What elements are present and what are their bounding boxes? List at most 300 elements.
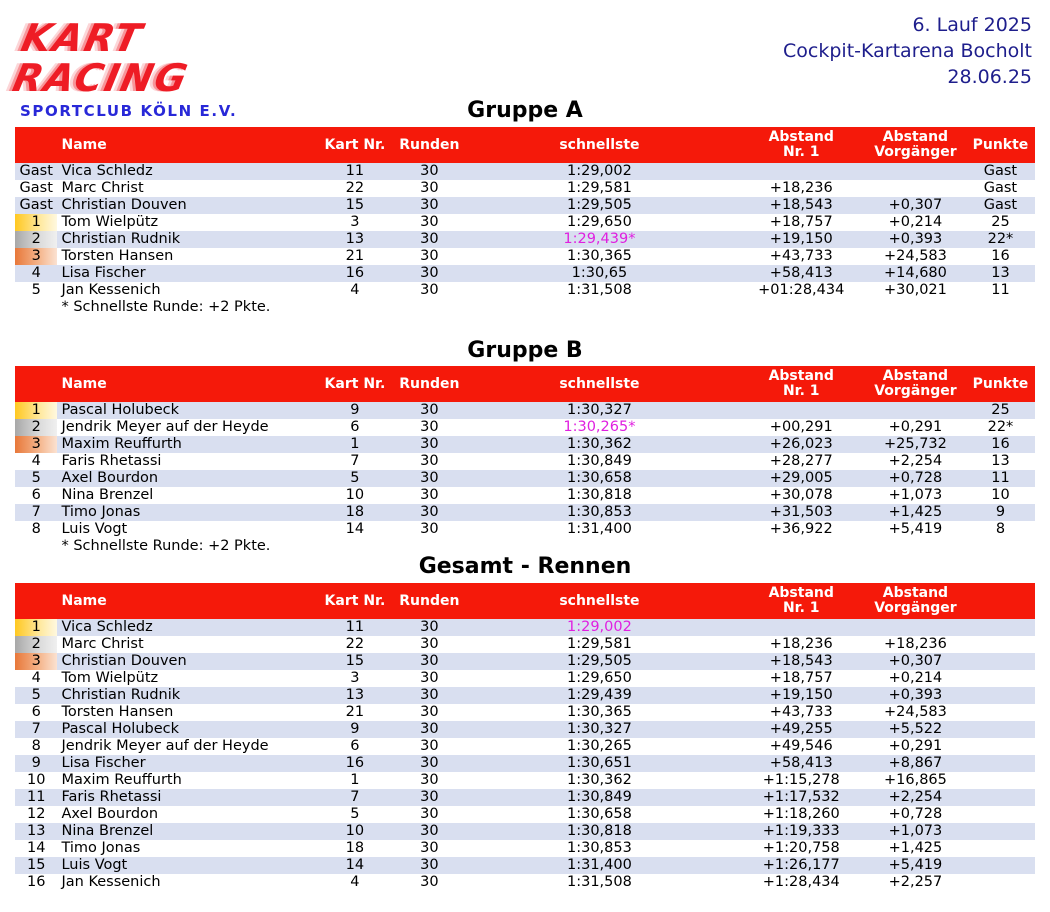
overall-title: Gesamt - Rennen [418,554,632,579]
header-gap-previous [865,127,966,163]
empty-cell [966,721,1035,738]
kart-number: 13 [312,231,397,248]
logo-kart-racing: KART RACING [9,16,193,100]
table-row [15,419,1035,436]
fastest-lap-time: 1:31,400 [566,521,632,537]
points: 22* [966,231,1035,248]
fastest-lap-time: 1:30,362 [566,772,632,788]
table-row [15,282,1035,299]
laps: 30 [420,214,439,230]
fastest-lap-time: 1:29,439* [461,231,737,248]
fastest-lap-time: 1:31,400 [461,857,737,874]
gap-to-previous: +16,865 [883,772,947,788]
position-cell: 6 [31,704,41,720]
gap-to-previous: +5,419 [888,521,943,537]
points: 10 [991,487,1010,503]
table-row [15,214,1035,231]
position-cell: Gast [15,197,57,214]
header-gap-leader-l1: Abstand [768,585,834,601]
header-name: Name [57,366,312,402]
group-b-title: Gruppe B [467,338,583,363]
header-row [15,366,1035,402]
gap-to-leader: +31,503 [738,504,865,521]
driver-name: Axel Bourdon [61,806,159,822]
laps: 30 [420,636,439,652]
gap-to-previous: +18,236 [883,636,947,652]
kart-number: 21 [345,704,365,720]
position-cell: 1 [15,402,57,419]
laps: 30 [420,180,439,196]
gap-to-previous [865,402,966,419]
kart-number: 6 [350,738,360,754]
empty-cell [966,772,1035,789]
gap-to-previous: +0,214 [888,670,943,686]
points: 22* [987,419,1014,435]
empty-cell [966,840,1035,857]
laps: 30 [397,197,461,214]
header-kart: Kart Nr. [312,583,397,619]
table-row [15,248,1035,265]
gap-to-previous: +14,680 [865,265,966,282]
kart-number: 4 [350,874,360,890]
header-gap-previous-text [874,586,956,616]
fastest-lap-time: 1:30,853 [461,504,737,521]
kart-number: 1 [350,772,360,788]
position-cell: 13 [15,823,57,840]
driver-name: Lisa Fischer [57,755,312,772]
kart-number: 13 [312,687,397,704]
empty-cell [966,619,1035,636]
position-cell: 5 [15,470,57,487]
laps: 30 [420,874,439,890]
empty-cell [966,823,1035,840]
gap-to-previous [865,163,966,180]
header-gap-leader [738,366,865,402]
position-cell: 15 [15,857,57,874]
gap-to-leader: +36,922 [769,521,833,537]
gap-to-previous: +30,021 [883,282,947,298]
fastest-lap-time: 1:29,581 [566,180,632,196]
gap-to-leader: +18,543 [738,197,865,214]
gap-to-previous: +0,291 [888,419,943,435]
header-gap-previous-l2: Vorgänger [874,144,957,160]
gap-to-leader: +49,255 [738,721,865,738]
gap-to-leader: +19,150 [738,231,865,248]
laps: 30 [420,772,439,788]
table-row [15,772,1035,789]
header-gap-leader-text [769,586,834,616]
points: 13 [966,265,1035,282]
empty-cell [966,755,1035,772]
kart-number: 1 [312,436,397,453]
driver-name: Pascal Holubeck [57,721,312,738]
driver-name: Maxim Reuffurth [61,772,182,788]
header-gap-leader-l1: Abstand [768,129,834,145]
fastest-lap-time: 1:30,365 [566,704,632,720]
kart-number: 4 [350,282,360,298]
laps: 30 [420,248,439,264]
group-a-title: Gruppe A [467,98,583,123]
laps: 30 [420,840,439,856]
laps: 30 [397,721,461,738]
points: Gast [966,163,1035,180]
fastest-lap-time: 1:30,265* [563,419,636,435]
points: 16 [991,248,1010,264]
driver-name: Christian Douven [57,653,312,670]
group-b-table [15,366,1035,555]
gap-to-leader: +1:17,532 [738,789,865,806]
event-date: 28.06.25 [947,66,1032,88]
laps: 30 [397,857,461,874]
header-rank [15,583,57,619]
gap-to-previous: +1,425 [888,840,943,856]
kart-number: 9 [312,721,397,738]
driver-name: Maxim Reuffurth [57,436,312,453]
header-gap-leader-l2: Nr. 1 [782,600,820,616]
header-gap-previous-l2: Vorgänger [874,383,957,399]
fastest-lap-time: 1:29,650 [566,670,632,686]
header-gap-leader [738,583,865,619]
laps: 30 [420,487,439,503]
driver-name: Luis Vogt [61,521,128,537]
gap-to-leader: +43,733 [769,704,833,720]
header-name: Name [57,127,312,163]
table-row [15,265,1035,282]
gap-to-leader: +18,236 [769,180,833,196]
kart-number: 9 [312,402,397,419]
empty-cell [966,653,1035,670]
driver-name: Pascal Holubeck [57,402,312,419]
footnote-spacer [15,299,57,316]
gap-to-previous: +1,073 [888,487,943,503]
position-cell: 6 [31,487,41,503]
gap-to-previous: +0,291 [888,738,943,754]
header-gap-previous-l1: Abstand [882,129,949,145]
kart-number: 11 [312,163,397,180]
kart-number: 16 [312,265,397,282]
event-venue: Cockpit-Kartarena Bocholt [783,40,1032,62]
fastest-lap-time: 1:30,362 [461,436,737,453]
position-cell: 3 [15,653,57,670]
laps: 30 [397,436,461,453]
gap-to-leader: +58,413 [738,265,865,282]
empty-cell [966,738,1035,755]
header-gap-leader-text [769,369,834,399]
gap-to-previous: +1,425 [865,504,966,521]
header-fastest-lap: schnellste [461,366,737,402]
gap-to-leader: +18,543 [738,653,865,670]
position-cell: Gast [19,180,53,196]
points: 11 [966,470,1035,487]
gap-to-leader: +30,078 [769,487,833,503]
gap-to-leader: +28,277 [769,453,833,469]
header-runden: Runden [397,366,461,402]
position-cell: 1 [15,619,57,636]
footnote-row [15,538,1035,555]
table-row [15,487,1035,504]
kart-number: 14 [345,521,365,537]
gap-to-leader: +49,546 [769,738,833,754]
position-cell: 5 [31,282,41,298]
empty-cell [966,806,1035,823]
header-kart: Kart Nr. [312,127,397,163]
kart-number: 16 [312,755,397,772]
laps: 30 [397,163,461,180]
kart-number: 3 [350,670,360,686]
gap-to-leader: +1:28,434 [762,874,840,890]
gap-to-leader: +1:18,260 [762,806,840,822]
fastest-lap-time: 1:29,650 [566,214,632,230]
driver-name: Tom Wielpütz [61,214,159,230]
position-cell: 4 [31,453,41,469]
gap-to-leader: +01:28,434 [758,282,845,298]
gap-to-previous: +0,393 [865,687,966,704]
position-cell: 3 [15,248,57,265]
position-cell: Gast [15,163,57,180]
laps: 30 [397,504,461,521]
driver-name: Marc Christ [61,636,144,652]
event-round: 6. Lauf 2025 [912,14,1032,36]
empty-cell [966,789,1035,806]
driver-name: Faris Rhetassi [57,789,312,806]
laps: 30 [397,231,461,248]
position-cell: 11 [15,789,57,806]
laps: 30 [397,755,461,772]
gap-to-leader: +19,150 [738,687,865,704]
laps: 30 [420,521,439,537]
gap-to-leader: +18,757 [769,670,833,686]
header-rank [15,366,57,402]
fastest-lap-time: 1:30,849 [566,453,632,469]
kart-number: 6 [350,419,360,435]
gap-to-previous: +0,728 [865,470,966,487]
gap-to-leader: +26,023 [738,436,865,453]
points: 16 [966,436,1035,453]
empty-cell [966,704,1035,721]
header-fastest-lap: schnellste [461,127,737,163]
kart-number: 15 [312,653,397,670]
position-cell: 9 [15,755,57,772]
kart-number: 7 [312,789,397,806]
laps: 30 [397,823,461,840]
gap-to-previous: +2,257 [888,874,943,890]
header-runden: Runden [397,583,461,619]
table-row [15,619,1035,636]
laps: 30 [420,453,439,469]
position-cell: 8 [31,738,41,754]
driver-name: Tom Wielpütz [61,670,159,686]
table-row [15,163,1035,180]
fastest-lap-time: 1:29,505 [461,653,737,670]
table-row [15,180,1035,197]
table-row [15,231,1035,248]
table-row [15,453,1035,470]
table-row [15,823,1035,840]
fastest-lap-time: 1:30,658 [566,806,632,822]
fastest-lap-time: 1:30,365 [566,248,632,264]
position-cell: 1 [15,214,57,231]
position-cell: 3 [15,436,57,453]
driver-name: Vica Schledz [57,619,312,636]
kart-number: 18 [312,504,397,521]
driver-name: Christian Douven [57,197,312,214]
header-gap-previous-text [874,130,956,160]
gap-to-previous: +24,583 [883,248,947,264]
table-row [15,653,1035,670]
header-row [15,127,1035,163]
driver-name: Luis Vogt [57,857,312,874]
header-empty [966,583,1035,619]
position-cell: 8 [31,521,41,537]
header-gap-leader [738,127,865,163]
group-a-table [15,127,1035,316]
driver-name: Jan Kessenich [61,282,161,298]
driver-name: Nina Brenzel [61,487,154,503]
laps: 30 [397,619,461,636]
fastest-lap-time: 1:30,853 [566,840,632,856]
laps: 30 [397,470,461,487]
gap-to-previous: +25,732 [865,436,966,453]
laps: 30 [420,419,439,435]
laps: 30 [397,789,461,806]
kart-number: 5 [312,470,397,487]
position-cell: 4 [15,265,57,282]
laps: 30 [420,670,439,686]
table-row [15,687,1035,704]
header-kart: Kart Nr. [312,366,397,402]
driver-name: Vica Schledz [57,163,312,180]
kart-number: 18 [345,840,365,856]
kart-number: 11 [312,619,397,636]
header-points: Punkte [966,127,1035,163]
gap-to-previous: +1,073 [865,823,966,840]
gap-to-leader: +18,757 [769,214,833,230]
header-fastest-lap: schnellste [461,583,737,619]
fastest-lap-footnote: * Schnellste Runde: +2 Pkte. [61,299,271,315]
header-gap-leader-l2: Nr. 1 [782,383,820,399]
kart-number: 10 [345,487,365,503]
kart-number: 22 [345,180,365,196]
table-row [15,840,1035,857]
gap-to-previous: +2,254 [865,789,966,806]
table-row [15,504,1035,521]
kart-number: 22 [345,636,365,652]
fastest-lap-footnote: * Schnellste Runde: +2 Pkte. [61,538,271,554]
position-cell: 7 [15,721,57,738]
laps: 30 [420,282,439,298]
header-gap-previous-l2: Vorgänger [874,600,957,616]
table-row [15,721,1035,738]
empty-cell [966,636,1035,653]
gap-to-previous: +8,867 [865,755,966,772]
gap-to-leader [738,402,865,419]
driver-name: Torsten Hansen [61,704,174,720]
kart-number: 3 [350,214,360,230]
driver-name: Christian Rudnik [57,687,312,704]
gap-to-previous: +0,307 [865,653,966,670]
gap-to-previous: +2,254 [888,453,943,469]
fastest-lap-time: 1:31,508 [566,874,632,890]
driver-name: Faris Rhetassi [61,453,162,469]
kart-number: 5 [350,806,360,822]
driver-name: Jendrik Meyer auf der Heyde [61,419,269,435]
empty-cell [966,687,1035,704]
gap-to-leader: +43,733 [769,248,833,264]
gap-to-leader: +1:19,333 [738,823,865,840]
header-points: Punkte [966,366,1035,402]
table-row [15,470,1035,487]
points: 13 [991,453,1010,469]
kart-number: 14 [312,857,397,874]
fastest-lap-time: 1:30,265 [566,738,632,754]
table-row [15,402,1035,419]
header-rank [15,127,57,163]
header-row [15,583,1035,619]
header-name: Name [57,583,312,619]
table-row [15,789,1035,806]
driver-name: Torsten Hansen [61,248,174,264]
table-row [15,521,1035,538]
position-cell: 2 [15,636,57,653]
gap-to-previous [865,619,966,636]
gap-to-previous: +0,214 [888,214,943,230]
header-gap-leader-l2: Nr. 1 [782,144,820,160]
table-row [15,436,1035,453]
points: Gast [983,180,1018,196]
laps: 30 [397,402,461,419]
footnote-spacer [15,538,57,555]
header-gap-previous-l1: Abstand [882,585,949,601]
position-cell: 2 [15,231,57,248]
laps: 30 [420,738,439,754]
empty-cell [966,857,1035,874]
fastest-lap-time: 1:29,505 [461,197,737,214]
fastest-lap-time: 1:30,658 [461,470,737,487]
gap-to-leader: +58,413 [738,755,865,772]
gap-to-leader: +1:26,177 [738,857,865,874]
gap-to-previous: +0,728 [888,806,943,822]
fastest-lap-time: 1:30,818 [461,823,737,840]
logo-club-name: SPORTCLUB KÖLN E.V. [20,102,238,120]
gap-to-previous [865,180,966,197]
header-runden: Runden [397,127,461,163]
gap-to-previous: +0,393 [865,231,966,248]
gap-to-previous: +5,419 [865,857,966,874]
gap-to-leader [738,619,865,636]
table-row [15,857,1035,874]
fastest-lap-time: 1:29,439 [461,687,737,704]
table-row [15,636,1035,653]
gap-to-leader: +29,005 [738,470,865,487]
gap-to-leader [738,163,865,180]
points: 9 [966,504,1035,521]
table-row [15,197,1035,214]
table-row [15,755,1035,772]
position-cell: 4 [31,670,41,686]
points: 25 [991,214,1010,230]
gap-to-leader: +1:15,278 [762,772,840,788]
fastest-lap-time: 1:29,002 [461,163,737,180]
gap-to-previous: +0,307 [865,197,966,214]
header-gap-previous [865,366,966,402]
gap-to-leader: +00,291 [769,419,833,435]
kart-number: 21 [345,248,365,264]
laps: 30 [420,704,439,720]
laps: 30 [397,265,461,282]
empty-cell [966,670,1035,687]
laps: 30 [397,653,461,670]
table-row [15,670,1035,687]
